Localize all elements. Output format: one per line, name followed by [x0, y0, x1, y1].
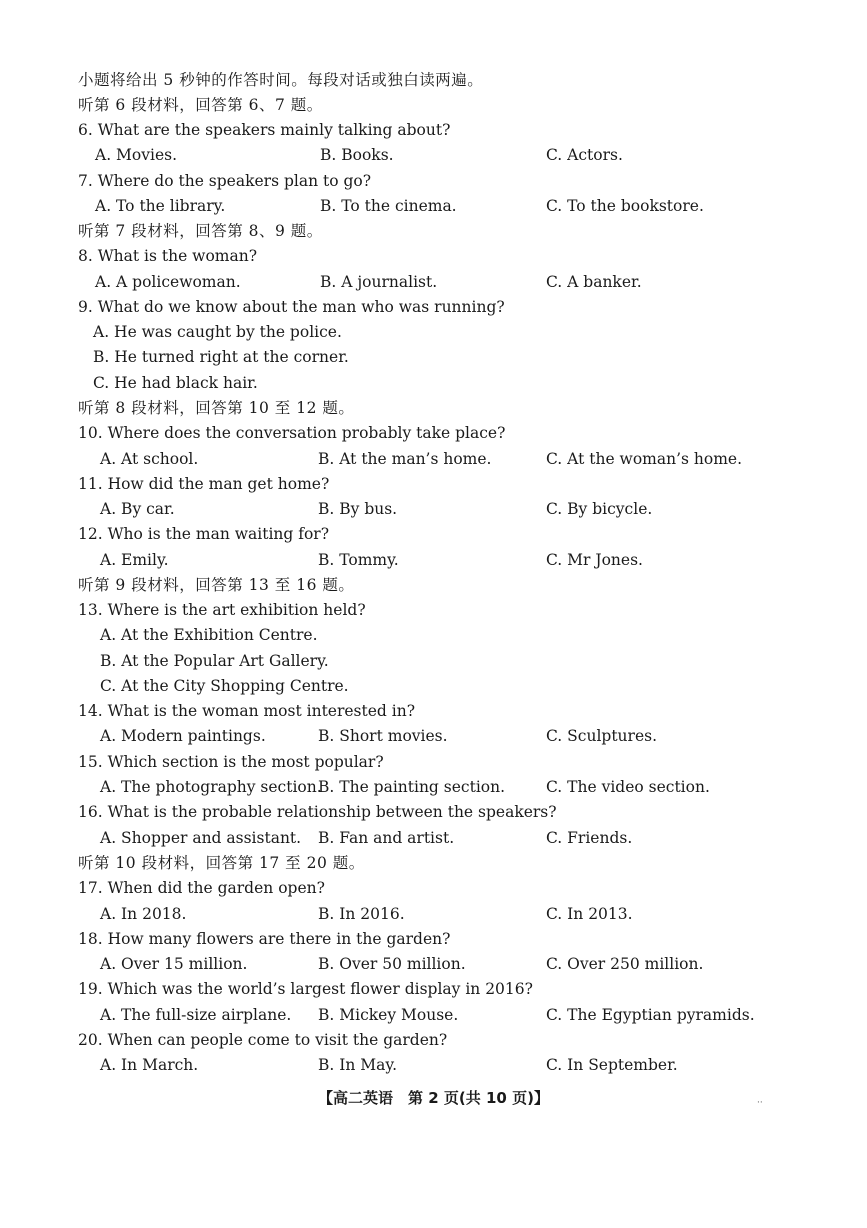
question-text: 7. Where do the speakers plan to go? [78, 172, 372, 190]
option-c: C. Actors. [546, 146, 623, 164]
option-b: B. Mickey Mouse. [318, 1006, 459, 1024]
option-a: A. Emily. [100, 551, 169, 569]
option-b: B. He turned right at the corner. [93, 348, 349, 366]
question-text: 6. What are the speakers mainly talking about? [78, 121, 451, 139]
option-c: C. The video section. [546, 778, 710, 796]
page-footer: 【高二英语 第 2 页(共 10 页)】 [318, 1089, 549, 1107]
section-header: 听第 6 段材料，回答第 6、7 题。 [78, 96, 323, 114]
option-a: A. Modern paintings. [100, 727, 266, 745]
option-b: B. In May. [318, 1056, 398, 1074]
option-b: B. Fan and artist. [318, 829, 455, 847]
option-a: A. The photography section. [100, 778, 322, 796]
section-header: 听第 8 段材料，回答第 10 至 12 题。 [78, 399, 355, 417]
option-c: C. Over 250 million. [546, 955, 704, 973]
question-text: 10. Where does the conversation probably take place? [78, 424, 506, 442]
option-a: A. Shopper and assistant. [100, 829, 302, 847]
question-text: 14. What is the woman most interested in? [78, 702, 416, 720]
question-text: 11. How did the man get home? [78, 475, 330, 493]
question-text: 20. When can people come to visit the garden? [78, 1031, 448, 1049]
option-a: A. By car. [100, 500, 175, 518]
option-b: B. Tommy. [318, 551, 399, 569]
question-text: 18. How many flowers are there in the garden? [78, 930, 451, 948]
option-b: B. By bus. [318, 500, 398, 518]
intro-text: 小题将给出 5 秒钟的作答时间。每段对话或独白读两遍。 [78, 71, 484, 89]
option-a: A. In 2018. [100, 905, 187, 923]
option-c: C. He had black hair. [93, 374, 258, 392]
option-c: C. Sculptures. [546, 727, 657, 745]
question-text: 13. Where is the art exhibition held? [78, 601, 366, 619]
option-c: C. Mr Jones. [546, 551, 643, 569]
option-c: C. To the bookstore. [546, 197, 704, 215]
question-text: 16. What is the probable relationship between the speakers? [78, 803, 557, 821]
option-b: B. A journalist. [320, 273, 438, 291]
option-a: A. At the Exhibition Centre. [100, 626, 318, 644]
option-b: B. At the Popular Art Gallery. [100, 652, 329, 670]
corner-mark: ·· [757, 1098, 763, 1108]
option-a: A. The full-size airplane. [100, 1006, 292, 1024]
option-a: A. Movies. [95, 146, 178, 164]
section-header: 听第 10 段材料，回答第 17 至 20 题。 [78, 854, 365, 872]
section-header: 听第 7 段材料，回答第 8、9 题。 [78, 222, 323, 240]
option-c: C. At the City Shopping Centre. [100, 677, 349, 695]
option-c: C. A banker. [546, 273, 642, 291]
option-c: C. In 2013. [546, 905, 633, 923]
option-b: B. At the man’s home. [318, 450, 492, 468]
option-b: B. The painting section. [318, 778, 506, 796]
option-b: B. To the cinema. [320, 197, 457, 215]
option-b: B. Over 50 million. [318, 955, 466, 973]
option-b: B. Books. [320, 146, 394, 164]
question-text: 19. Which was the world’s largest flower display in 2016? [78, 980, 533, 998]
option-b: B. In 2016. [318, 905, 405, 923]
option-a: A. At school. [100, 450, 199, 468]
question-text: 15. Which section is the most popular? [78, 753, 384, 771]
section-header: 听第 9 段材料，回答第 13 至 16 题。 [78, 576, 355, 594]
option-a: A. In March. [100, 1056, 199, 1074]
question-text: 9. What do we know about the man who was running? [78, 298, 505, 316]
question-text: 17. When did the garden open? [78, 879, 325, 897]
option-b: B. Short movies. [318, 727, 448, 745]
question-text: 12. Who is the man waiting for? [78, 525, 330, 543]
option-a: A. He was caught by the police. [93, 323, 342, 341]
option-a: A. To the library. [95, 197, 226, 215]
option-a: A. A policewoman. [95, 273, 241, 291]
option-a: A. Over 15 million. [100, 955, 248, 973]
option-c: C. Friends. [546, 829, 633, 847]
option-c: C. By bicycle. [546, 500, 653, 518]
question-text: 8. What is the woman? [78, 247, 258, 265]
option-c: C. In September. [546, 1056, 678, 1074]
option-c: C. At the woman’s home. [546, 450, 742, 468]
option-c: C. The Egyptian pyramids. [546, 1006, 755, 1024]
